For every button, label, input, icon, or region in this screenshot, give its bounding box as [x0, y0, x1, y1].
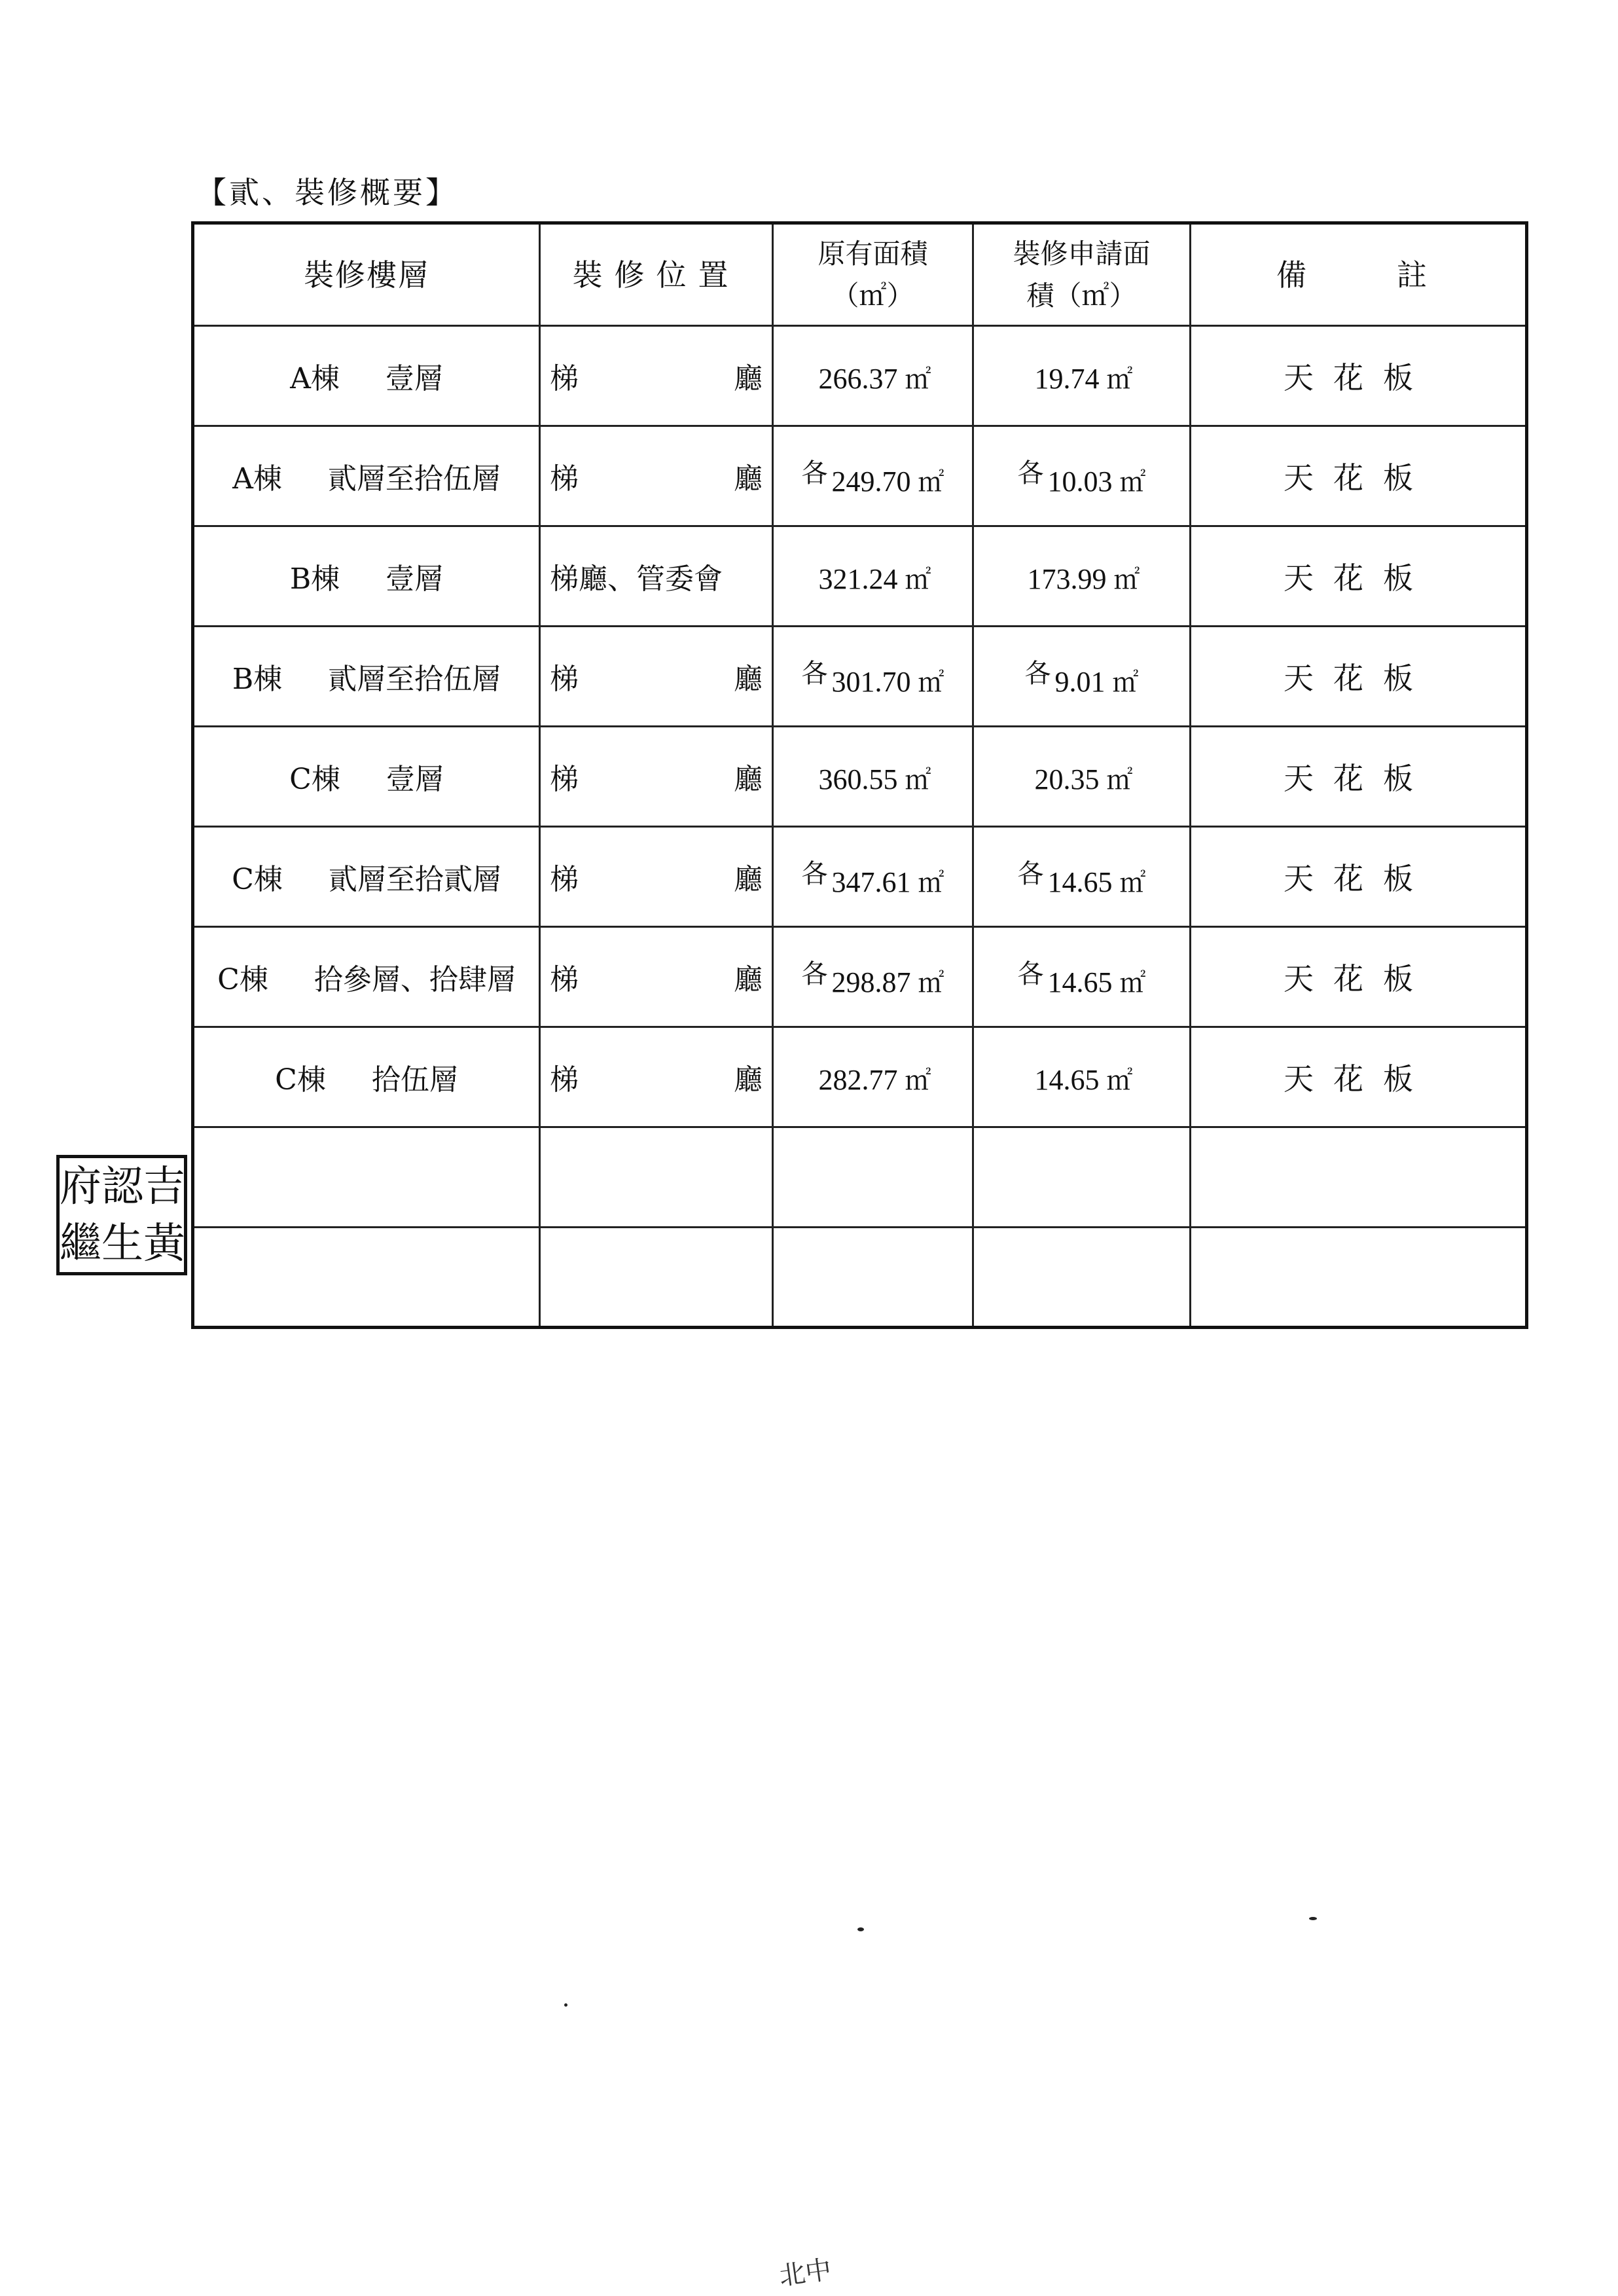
header-apply-area: [973, 223, 1191, 326]
position-cell: [540, 426, 773, 526]
building-label: B棟: [289, 562, 340, 596]
apply-area-cell: [973, 426, 1191, 526]
header-apply-area-line1: 裝修申請面: [1013, 237, 1151, 270]
original-area-value: 266.37: [818, 363, 898, 395]
original-area-cell: [773, 526, 973, 626]
apply-area-cell: [973, 926, 1191, 1027]
original-area-value: 360.55: [818, 763, 898, 795]
original-area-value: 249.70: [831, 465, 911, 498]
area-unit: ㎡: [918, 467, 944, 498]
position-left: 梯: [550, 1063, 579, 1097]
original-area-cell: [773, 1027, 973, 1127]
building-label: A棟: [290, 362, 340, 395]
original-area-cell: [773, 926, 973, 1027]
position-left: 梯廳、管委會: [550, 562, 723, 596]
position-left: 梯: [550, 762, 579, 796]
scan-speck: [857, 1927, 864, 1931]
header-original-area-line1: 原有面積: [818, 237, 928, 270]
area-unit: ㎡: [1119, 968, 1146, 998]
position-right: 廳: [734, 1063, 763, 1097]
building-label: A棟: [232, 462, 282, 496]
each-prefix: 各: [801, 859, 828, 890]
seal-char: 吉: [143, 1162, 185, 1211]
apply-area-cell: [973, 626, 1191, 726]
table-row: [193, 726, 1527, 826]
apply-area-value: 14.65: [1034, 1063, 1100, 1096]
floor-label: 壹層: [385, 362, 443, 395]
header-note: [1191, 223, 1527, 326]
floor-cell: [193, 626, 540, 726]
header-position: 裝修位置: [540, 223, 773, 326]
note-cell: 天花板: [1191, 626, 1527, 726]
position-cell: [540, 626, 773, 726]
floor-cell: [193, 726, 540, 826]
table-row: [193, 426, 1527, 526]
scan-speck: [564, 2003, 567, 2007]
bottom-stamp: 北中: [777, 2254, 834, 2292]
table-row: [193, 626, 1527, 726]
note-cell: 天花板: [1191, 526, 1527, 626]
note-cell: 天花板: [1191, 826, 1527, 926]
original-area-cell: [773, 826, 973, 926]
table-row: [193, 1027, 1527, 1127]
each-prefix: 各: [1017, 859, 1044, 890]
each-prefix: 各: [801, 458, 828, 489]
each-prefix: 各: [801, 959, 828, 990]
header-floor: 裝修樓層: [193, 223, 540, 326]
original-area-value: 282.77: [818, 1063, 898, 1096]
building-label: C棟: [275, 1063, 326, 1097]
position-left: 梯: [550, 862, 579, 896]
floor-label: 拾伍層: [371, 1063, 458, 1097]
seal-char: 黃: [143, 1219, 185, 1268]
scan-speck: [1309, 1917, 1317, 1920]
area-unit: ㎡: [1119, 868, 1146, 898]
floor-cell: [193, 526, 540, 626]
area-unit: ㎡: [905, 765, 931, 795]
seal-char: 認: [101, 1162, 143, 1211]
original-area-cell: [773, 726, 973, 826]
position-cell: [540, 1027, 773, 1127]
each-prefix: 各: [801, 659, 828, 689]
apply-area-value: 19.74: [1034, 363, 1100, 395]
area-unit: ㎡: [1113, 564, 1140, 594]
floor-cell: [193, 326, 540, 426]
area-unit: ㎡: [918, 868, 944, 898]
floor-label: 貳層至拾伍層: [328, 662, 501, 696]
header-note-right: 註: [1397, 257, 1427, 293]
table-row: [193, 526, 1527, 626]
header-original-area-line2: （㎡）: [831, 279, 914, 312]
position-right: 廳: [734, 462, 763, 496]
apply-area-value: 20.35: [1034, 763, 1100, 795]
floor-cell: [193, 826, 540, 926]
renovation-summary-table: [191, 221, 1528, 1329]
floor-cell: [193, 1027, 540, 1127]
note-cell: 天花板: [1191, 326, 1527, 426]
apply-area-value: 10.03: [1047, 465, 1113, 498]
seal-char: 繼: [60, 1219, 101, 1268]
table-row: [193, 826, 1527, 926]
area-unit: ㎡: [1119, 467, 1146, 498]
area-unit: ㎡: [918, 668, 944, 698]
area-unit: ㎡: [1112, 668, 1139, 698]
position-cell: [540, 526, 773, 626]
empty-row: [193, 1127, 1527, 1227]
area-unit: ㎡: [1106, 365, 1133, 394]
section-heading: 【貳、裝修概要】: [196, 175, 458, 210]
original-area-cell: [773, 426, 973, 526]
each-prefix: 各: [1017, 458, 1044, 489]
position-cell: [540, 926, 773, 1027]
area-unit: ㎡: [905, 365, 931, 394]
position-right: 廳: [734, 362, 763, 395]
position-left: 梯: [550, 462, 579, 496]
note-cell: 天花板: [1191, 1027, 1527, 1127]
position-right: 廳: [734, 662, 763, 696]
floor-cell: [193, 926, 540, 1027]
position-left: 梯: [550, 362, 579, 395]
note-cell: 天花板: [1191, 426, 1527, 526]
seal-char: 生: [101, 1219, 143, 1268]
position-right: 廳: [734, 762, 763, 796]
floor-label: 貳層至拾貳層: [328, 862, 501, 896]
each-prefix: 各: [1017, 959, 1044, 990]
position-cell: [540, 826, 773, 926]
table-row: [193, 326, 1527, 426]
official-seal: [56, 1155, 187, 1275]
seal-char: 府: [60, 1162, 101, 1211]
floor-cell: [193, 426, 540, 526]
apply-area-cell: [973, 826, 1191, 926]
floor-label: 拾參層、拾肆層: [314, 962, 516, 996]
apply-area-cell: [973, 526, 1191, 626]
original-area-value: 298.87: [831, 966, 911, 999]
floor-label: 壹層: [386, 562, 444, 596]
note-cell: 天花板: [1191, 926, 1527, 1027]
floor-label: 壹層: [386, 762, 444, 796]
building-label: C棟: [217, 962, 268, 996]
position-left: 梯: [550, 662, 579, 696]
position-cell: [540, 726, 773, 826]
area-unit: ㎡: [918, 968, 944, 998]
apply-area-value: 173.99: [1027, 562, 1107, 595]
header-apply-area-line2: 積（㎡）: [1026, 279, 1137, 312]
note-cell: 天花板: [1191, 726, 1527, 826]
original-area-value: 347.61: [831, 866, 911, 899]
area-unit: ㎡: [905, 564, 931, 594]
table-row: [193, 926, 1527, 1027]
original-area-cell: [773, 326, 973, 426]
area-unit: ㎡: [905, 1065, 931, 1095]
position-right: 廳: [734, 862, 763, 896]
apply-area-value: 9.01: [1054, 666, 1106, 699]
apply-area-cell: [973, 326, 1191, 426]
original-area-value: 321.24: [818, 562, 898, 595]
position-left: 梯: [550, 962, 579, 996]
area-unit: ㎡: [1106, 765, 1133, 795]
apply-area-value: 14.65: [1047, 966, 1113, 999]
header-original-area: [773, 223, 973, 326]
original-area-cell: [773, 626, 973, 726]
building-label: C棟: [232, 862, 283, 896]
original-area-value: 301.70: [831, 666, 911, 699]
position-right: 廳: [734, 962, 763, 996]
table-header-row: [193, 223, 1527, 326]
apply-area-cell: [973, 1027, 1191, 1127]
area-unit: ㎡: [1106, 1065, 1133, 1095]
header-note-left: 備: [1276, 257, 1306, 293]
each-prefix: 各: [1024, 659, 1051, 689]
floor-label: 貳層至拾伍層: [327, 462, 501, 496]
building-label: C棟: [289, 762, 340, 796]
empty-row: [193, 1227, 1527, 1327]
position-cell: [540, 326, 773, 426]
apply-area-value: 14.65: [1047, 866, 1113, 899]
building-label: B棟: [232, 662, 283, 696]
apply-area-cell: [973, 726, 1191, 826]
